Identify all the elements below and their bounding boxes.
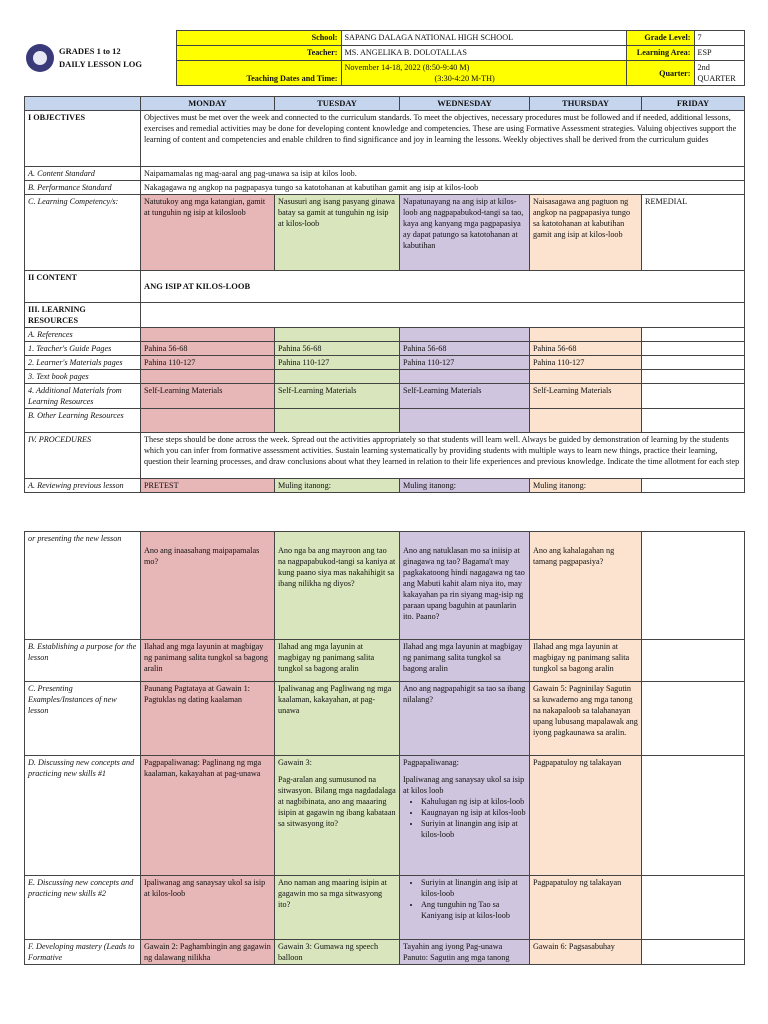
header-table xyxy=(24,30,745,86)
other-resources-label: B. Other Learning Resources xyxy=(25,409,141,433)
deped-seal-icon xyxy=(26,44,54,72)
discussing-2-wednesday xyxy=(400,876,530,940)
day-friday: FRIDAY xyxy=(642,97,745,111)
additional-label: 4. Additional Materials from Learning Resources xyxy=(25,384,141,409)
examples-monday: Paunang Pagtataya at Gawain 1: Pagtuklas ng dating kaalaman xyxy=(141,682,275,756)
presenting-wednesday: Ano ang natuklasan mo sa iniisip at ginagawa ng tao? Bagama't may pagkakatoong hindi nagagawa ng tao ang Mabuti kahit alam niya ito, may kakayahan pa rin siyang mag-isip ng paraan upang baguhin at paunlarin ito. Paano? xyxy=(400,532,530,640)
lm-friday xyxy=(642,356,745,370)
day-tuesday: TUESDAY xyxy=(275,97,400,111)
review-thursday: Muling itanong: xyxy=(530,479,642,493)
quarter-value: 2nd QUARTER xyxy=(694,61,744,86)
discussing-1-thursday: Pagpapatuloy ng talakayan xyxy=(530,756,642,876)
review-label: A. Reviewing previous lesson xyxy=(25,479,141,493)
logo-cell xyxy=(24,31,176,86)
main-table-1 xyxy=(24,96,745,493)
additional-row xyxy=(25,384,745,409)
discussing-1-wednesday-title: Pagpapaliwanag: xyxy=(403,758,459,767)
examples-thursday: Gawain 5: Pagninilay Sagutin sa kuwaderno ang mga tanong na nakapaloob sa talahanayan upang lubusang mapalawak ang iyong pagkaunawa sa aralin. xyxy=(530,682,642,756)
additional-wednesday: Self-Learning Materials xyxy=(400,384,530,409)
tg-label: 1. Teacher's Guide Pages xyxy=(25,342,141,356)
resources-row xyxy=(25,303,745,328)
area-label: Learning Area: xyxy=(626,46,694,61)
days-row xyxy=(25,97,745,111)
tg-monday: Pahina 56-68 xyxy=(141,342,275,356)
additional-monday: Self-Learning Materials xyxy=(141,384,275,409)
additional-tuesday: Self-Learning Materials xyxy=(275,384,400,409)
mastery-wednesday: Tayahin ang iyong Pag-unawa Panuto: Sagutin ang mga tanong xyxy=(400,940,530,965)
resources-label: III. LEARNING RESOURCES xyxy=(25,303,141,328)
procedures-text: These steps should be done across the week. Spread out the activities appropriately so that students will learn well. Always be guided by demonstration of learning by the students which you can infer from formative assessment activities. Sustain learning systematically by providing students with multiple ways to learn new things, practice their learning, question their learning processes, and draw conclusions about what they learned in relation to their life experiences and previous knowledge. Indicate the time allotment for each step xyxy=(141,433,745,479)
purpose-row xyxy=(25,640,745,682)
review-friday xyxy=(642,479,745,493)
teacher-label: Teacher: xyxy=(176,46,341,61)
review-wednesday: Muling itanong: xyxy=(400,479,530,493)
content-label: II CONTENT xyxy=(25,271,141,303)
content-text: ANG ISIP AT KILOS-LOOB xyxy=(141,271,745,303)
performance-standard-row xyxy=(25,181,745,195)
lesson-log-page-2 xyxy=(24,531,744,965)
tg-wednesday: Pahina 56-68 xyxy=(400,342,530,356)
list-item: • Kahulugan ng isip at kilos-loob xyxy=(421,796,526,807)
mastery-label: F. Developing mastery (Leads to Formative xyxy=(25,940,141,965)
textbook-row xyxy=(25,370,745,384)
discussing-1-monday: Pagpapaliwanag: Paglinang ng mga kaalaman, kakayahan at pag-unawa xyxy=(141,756,275,876)
competency-thursday: Naisasagawa ang pagtuon ng angkop na pagpapasiya tungo sa katotohanan at kabutihan gamit ang isip at kilos-loob xyxy=(530,195,642,271)
discussing-1-tuesday xyxy=(275,756,400,876)
dates-value xyxy=(341,61,626,86)
day-wednesday: WEDNESDAY xyxy=(400,97,530,111)
additional-friday xyxy=(642,384,745,409)
discussing-2-label: E. Discussing new concepts and practicing new skills #2 xyxy=(25,876,141,940)
examples-friday xyxy=(642,682,745,756)
purpose-friday xyxy=(642,640,745,682)
purpose-tuesday: Ilahad ang mga layunin at magbigay ng panimang salita tungkol sa bagong aralin xyxy=(275,640,400,682)
list-item: • Ang tunguhin ng Tao sa Kaniyang isip at kilos-loob xyxy=(421,899,526,921)
procedures-row xyxy=(25,433,745,479)
lm-thursday: Pahina 110-127 xyxy=(530,356,642,370)
lm-label: 2. Learner's Materials pages xyxy=(25,356,141,370)
examples-tuesday: Ipaliwanag ang Pagliwang ng mga kaalaman, kakayahan, at pag-unawa xyxy=(275,682,400,756)
competency-label: C. Learning Competency/s: xyxy=(25,195,141,271)
tg-tuesday: Pahina 56-68 xyxy=(275,342,400,356)
examples-label: C. Presenting Examples/Instances of new lesson xyxy=(25,682,141,756)
list-item: • Suriyin at linangin ang isip at kilos-loob xyxy=(421,877,526,899)
competency-row xyxy=(25,195,745,271)
lm-tuesday: Pahina 110-127 xyxy=(275,356,400,370)
title-line2: DAILY LESSON LOG xyxy=(59,59,143,69)
mastery-row xyxy=(25,940,745,965)
teacher-value: MS. ANGELIKA B. DOLOTALLAS xyxy=(341,46,626,61)
lesson-log-page-1 xyxy=(24,30,744,493)
grade-label: Grade Level: xyxy=(626,31,694,46)
discussing-1-row xyxy=(25,756,745,876)
discussing-1-label: D. Discussing new concepts and practicing new skills #1 xyxy=(25,756,141,876)
competency-friday: REMEDIAL xyxy=(642,195,745,271)
performance-standard-label: B. Performance Standard xyxy=(25,181,141,195)
purpose-thursday: Ilahad ang mga layunin at magbigay ng panimang salita tungkol sa bagong aralin xyxy=(530,640,642,682)
discussing-2-thursday: Pagpapatuloy ng talakayan xyxy=(530,876,642,940)
presenting-friday xyxy=(642,532,745,640)
mastery-friday xyxy=(642,940,745,965)
dates-line2: (3:30-4:20 M-TH) xyxy=(434,74,495,83)
quarter-label: Quarter: xyxy=(626,61,694,86)
examples-row xyxy=(25,682,745,756)
review-monday: PRETEST xyxy=(141,479,275,493)
competency-tuesday: Nasusuri ang isang pasyang ginawa batay sa gamit at tunguhin ng isip at kilos-loob xyxy=(275,195,400,271)
competency-wednesday: Napatunayang na ang isip at kilos-loob ang nagpapabukod-tangi sa tao, kaya ang kanyang mga pagpapasiya ay dapat patungo sa katotohanan at kabutihan xyxy=(400,195,530,271)
list-item: • Kaugnayan ng isip at kilos-loob xyxy=(421,807,526,818)
discussing-2-row xyxy=(25,876,745,940)
purpose-wednesday: Ilahad ang mga layunin at magbigay ng panimang salita tungkol sa bagong aralin xyxy=(400,640,530,682)
lm-row xyxy=(25,356,745,370)
objectives-label: I OBJECTIVES xyxy=(25,111,141,167)
dates-label: Teaching Dates and Time: xyxy=(176,61,341,86)
content-standard-text: Naipamamalas ng mag-aaral ang pag-unawa sa isip at kilos loob. xyxy=(141,167,745,181)
references-row xyxy=(25,328,745,342)
textbook-label: 3. Text book pages xyxy=(25,370,141,384)
school-value: SAPANG DALAGA NATIONAL HIGH SCHOOL xyxy=(341,31,626,46)
objectives-text: Objectives must be met over the week and connected to the curriculum standards. To meet the objectives, necessary procedures must be followed and if needed, additional lessons, exercises and remedial activities may be done for developing content knowledge and competencies. These are using Formative Assessment strategies. Valuing objectives support the learning of content and competencies and enable children to find significance and joy in learning the lessons. Weekly objectives shall be derived from the curriculum guides xyxy=(141,111,745,167)
presenting-label: or presenting the new lesson xyxy=(25,532,141,640)
discussing-2-tuesday: Ano naman ang maaring isipin at gagawin mo sa mga sitwasyong ito? xyxy=(275,876,400,940)
purpose-label: B. Establishing a purpose for the lesson xyxy=(25,640,141,682)
list-item: • Suriyin at linangin ang isip at kilos-loob xyxy=(421,818,526,840)
content-row xyxy=(25,271,745,303)
additional-thursday: Self-Learning Materials xyxy=(530,384,642,409)
presenting-tuesday: Ano nga ba ang mayroon ang tao na nagpapabukod-tangi sa kaniya at kung paano siya mas nakahihigit sa ibang nilikha ng diyos? xyxy=(275,532,400,640)
area-value: ESP xyxy=(694,46,744,61)
other-resources-row xyxy=(25,409,745,433)
discussing-1-wednesday xyxy=(400,756,530,876)
discussing-1-tuesday-title: Gawain 3: xyxy=(278,758,312,767)
presenting-thursday: Ano ang kahalagahan ng tamang pagpapasiya? xyxy=(530,532,642,640)
mastery-thursday: Gawain 6: Pagsasabuhay xyxy=(530,940,642,965)
dates-line1: November 14-18, 2022 (8:50-9:40 M) xyxy=(344,63,470,72)
discussing-2-monday: Ipaliwanag ang sanaysay ukol sa isip at kilos-loob xyxy=(141,876,275,940)
procedures-label: IV. PROCEDURES xyxy=(25,433,141,479)
examples-wednesday: Ano ang nagpapahigit sa tao sa ibang nilalang? xyxy=(400,682,530,756)
lm-wednesday: Pahina 110-127 xyxy=(400,356,530,370)
performance-standard-text: Nakagagawa ng angkop na pagpapasya tungo sa katotohanan at kabutihan gamit ang isip at kilos-loob xyxy=(141,181,745,195)
discussing-1-wednesday-text: Ipaliwanag ang sanaysay ukol sa isip at kilos loob xyxy=(403,775,525,795)
presenting-monday: Ano ang inaasahang maipapamalas mo? xyxy=(141,532,275,640)
references-label: A. References xyxy=(25,328,141,342)
review-row xyxy=(25,479,745,493)
mastery-tuesday: Gawain 3: Gumawa ng speech balloon xyxy=(275,940,400,965)
tg-thursday: Pahina 56-68 xyxy=(530,342,642,356)
mastery-monday: Gawain 2: Paghambingin ang gagawin ng dalawang nilikha xyxy=(141,940,275,965)
tg-friday xyxy=(642,342,745,356)
purpose-monday: Ilahad ang mga layunin at magbigay ng panimang salita tungkol sa bagong aralin xyxy=(141,640,275,682)
discussing-1-tuesday-text: Pag-aralan ang sumusunod na sitwasyon. Bilang mga nagdadalaga at nagbibinata, ano ang maaaring isipin at gagawin ng ibang kabataan sa sitwasyong ito? xyxy=(278,775,396,828)
content-standard-row xyxy=(25,167,745,181)
competency-monday: Natutukoy ang mga katangian, gamit at tunguhin ng isip at kilosloob xyxy=(141,195,275,271)
content-standard-label: A. Content Standard xyxy=(25,167,141,181)
objectives-row xyxy=(25,111,745,167)
presenting-row xyxy=(25,532,745,640)
review-tuesday: Muling itanong: xyxy=(275,479,400,493)
school-label: School: xyxy=(176,31,341,46)
grade-value: 7 xyxy=(694,31,744,46)
tg-row xyxy=(25,342,745,356)
lm-monday: Pahina 110-127 xyxy=(141,356,275,370)
title-line1: GRADES 1 to 12 xyxy=(59,46,121,56)
day-thursday: THURSDAY xyxy=(530,97,642,111)
day-monday: MONDAY xyxy=(141,97,275,111)
main-table-2 xyxy=(24,531,745,965)
